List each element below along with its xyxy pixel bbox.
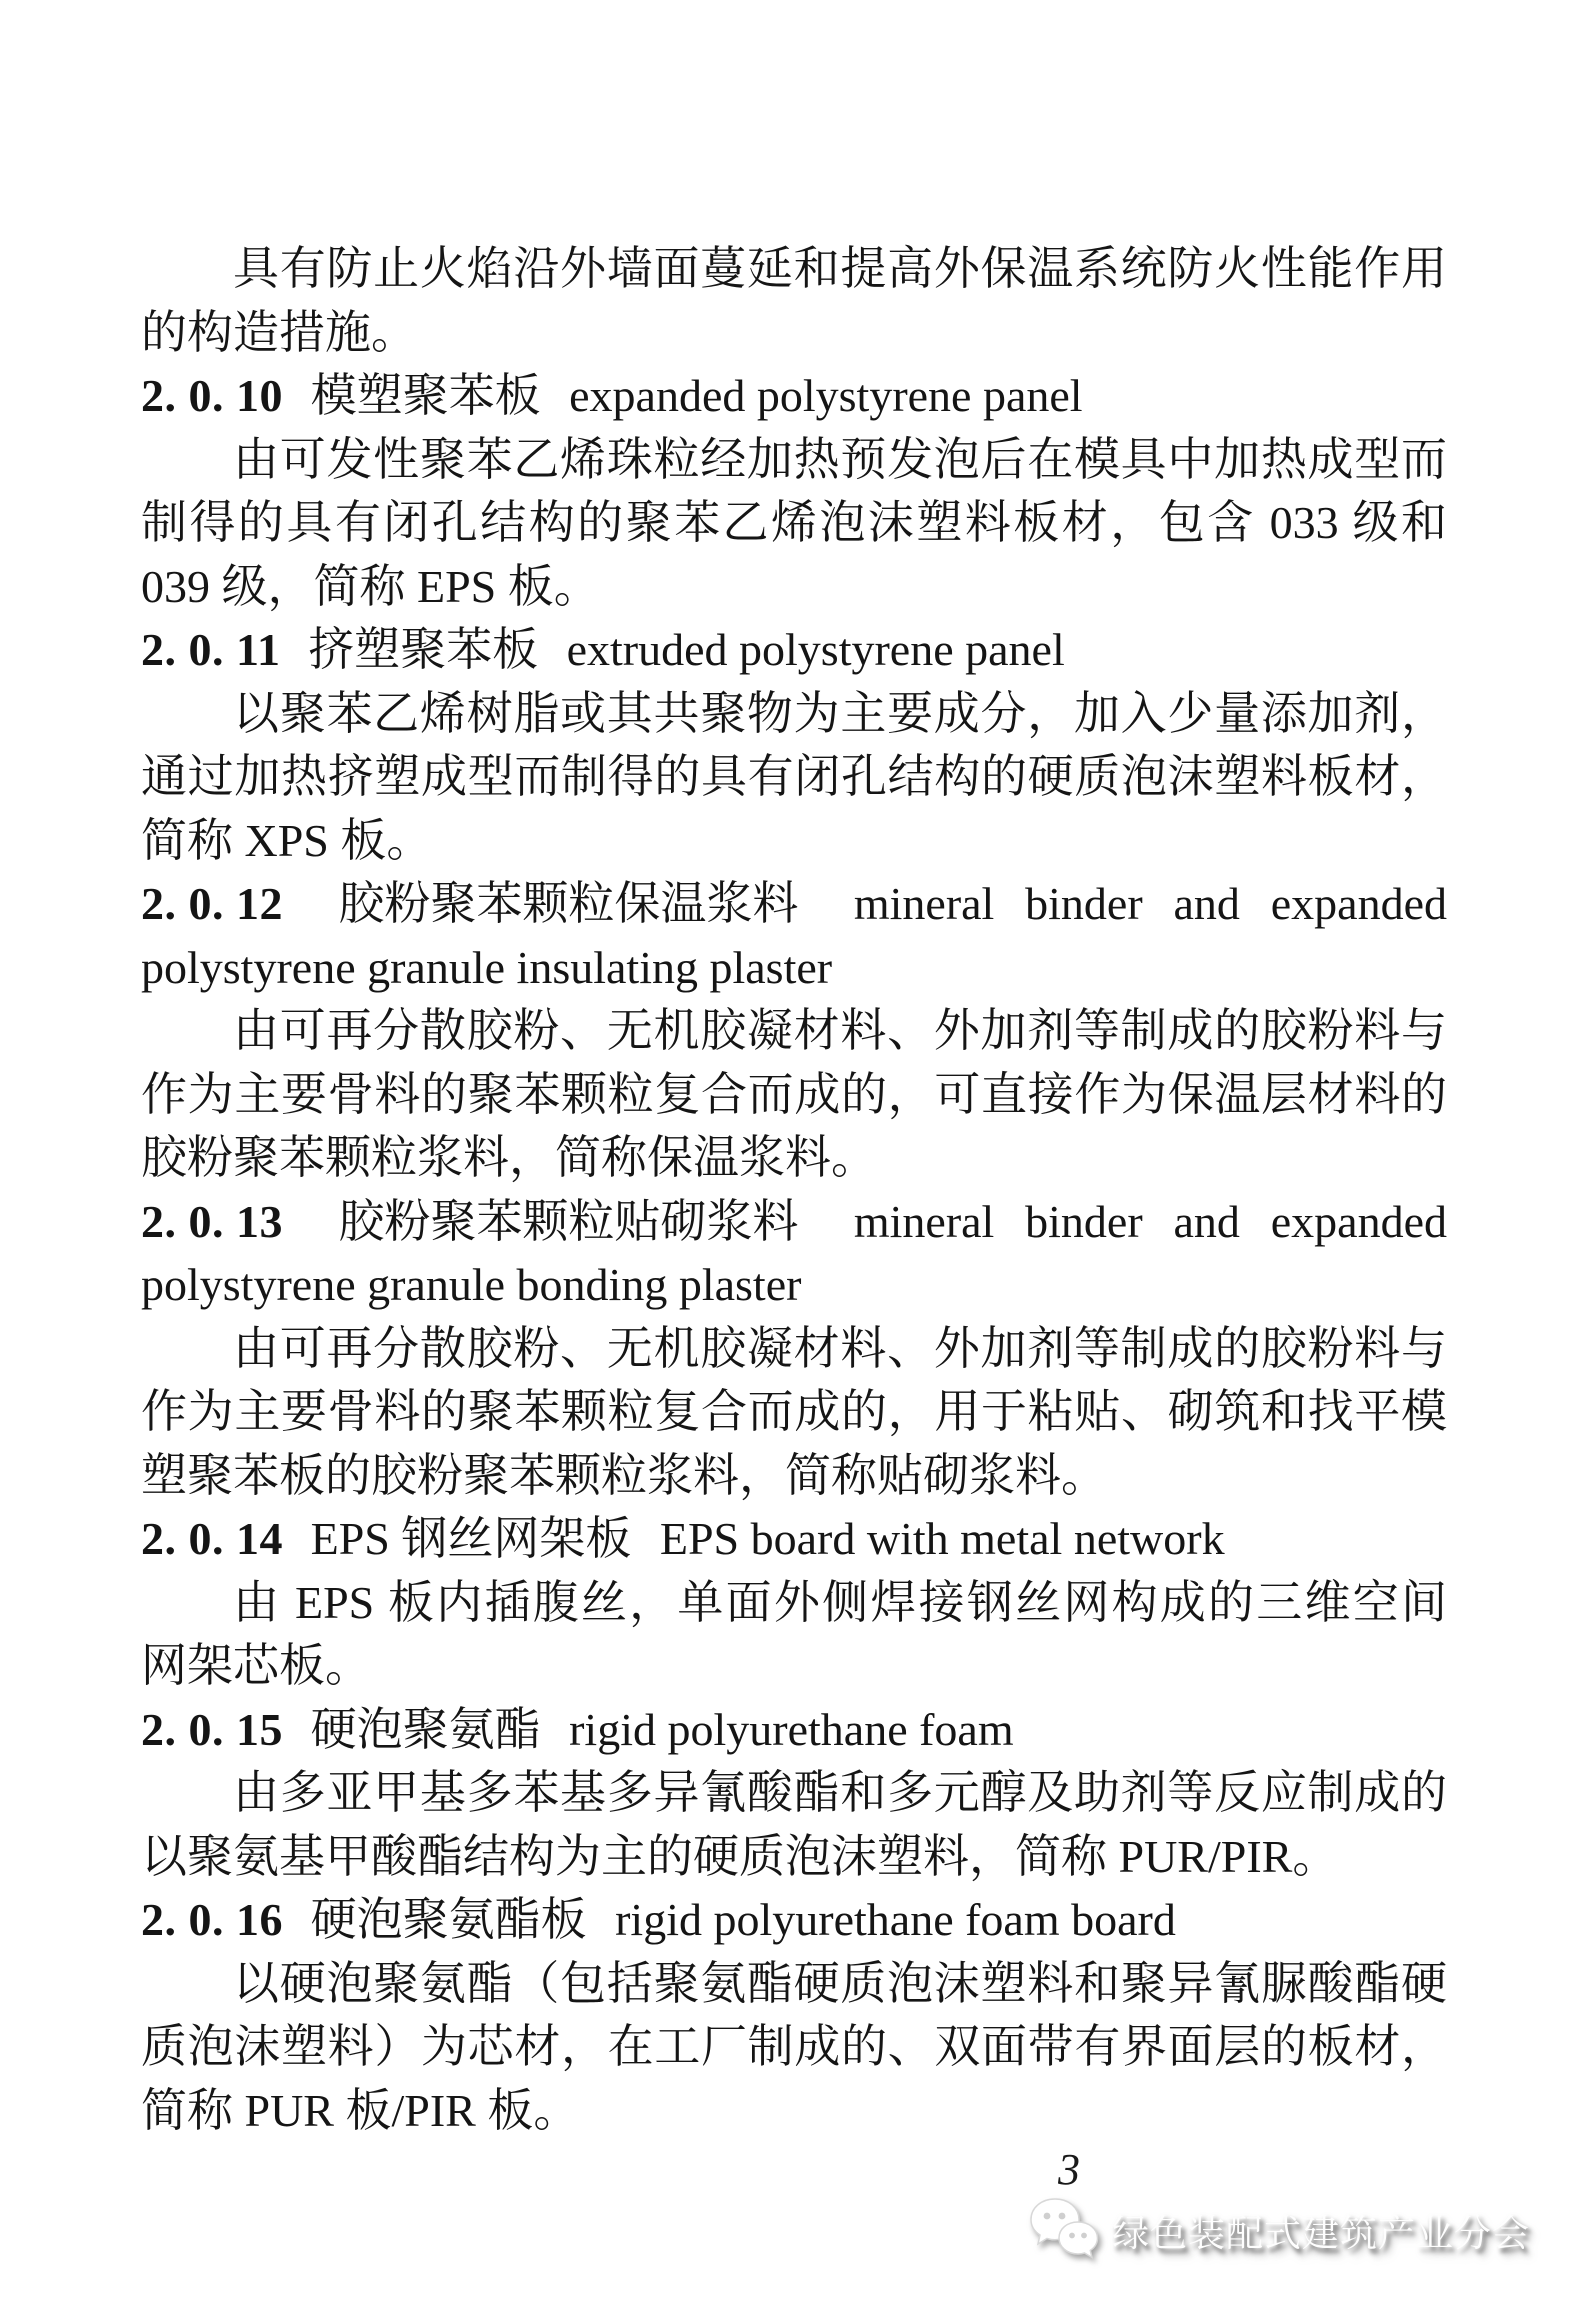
term-en: expanded polystyrene panel: [569, 370, 1083, 421]
body-line: 胶粉聚苯颗粒浆料，简称保温浆料。: [141, 1132, 877, 1183]
body-line: 简称 XPS 板。: [141, 814, 433, 866]
term-zh: 胶粉聚苯颗粒贴砌浆料: [338, 1195, 799, 1247]
term-heading-2-0-11: [141, 618, 1447, 682]
term-en: mineral binder and expanded: [853, 1195, 1447, 1247]
term-zh: 硬泡聚氨酯: [310, 1703, 541, 1755]
term-heading-2-0-16: [141, 1888, 1447, 1952]
wechat-logo-icon: [1028, 2196, 1100, 2264]
clause-number: 2. 0. 10: [141, 370, 283, 421]
body-line: 由可再分散胶粉、无机胶凝材料、外加剂等制成的胶粉料与: [233, 1322, 1447, 1374]
clause-number: 2. 0. 12: [141, 878, 283, 929]
term-zh: 挤塑聚苯板: [308, 624, 539, 675]
intro-line: 的构造措施。: [141, 306, 417, 358]
term-heading-2-0-10: [141, 364, 1447, 428]
clause-number: 2. 0. 11: [141, 624, 281, 675]
term-en-wrap: polystyrene granule insulating plaster: [141, 941, 833, 993]
wechat-watermark: [1028, 2196, 1530, 2264]
body-line: 简称 PUR 板/PIR 板。: [141, 2084, 580, 2136]
term-en: extruded polystyrene panel: [566, 624, 1065, 675]
intro-line: 具有防止火焰沿外墙面蔓延和提高外保温系统防火性能作用: [233, 243, 1447, 294]
term-heading-2-0-12: [141, 872, 1447, 936]
clause-number: 2. 0. 14: [141, 1513, 283, 1564]
term-zh: 硬泡聚氨酯板: [310, 1894, 587, 1945]
terminology-section: [141, 237, 1447, 2142]
clause-number: 2. 0. 16: [141, 1894, 283, 1945]
body-line: 作为主要骨料的聚苯颗粒复合而成的，用于粘贴、砌筑和找平模: [141, 1386, 1447, 1437]
body-line: 塑聚苯板的胶粉聚苯颗粒浆料，简称贴砌浆料。: [141, 1449, 1107, 1501]
term-en: rigid polyurethane foam: [569, 1703, 1014, 1755]
body-line: 通过加热挤塑成型而制得的具有闭孔结构的硬质泡沫塑料板材，: [141, 751, 1447, 802]
term-en: mineral binder and expanded: [853, 878, 1447, 929]
body-line: 039 级，简称 EPS 板。: [141, 560, 600, 612]
term-zh: EPS 钢丝网架板: [310, 1513, 632, 1564]
term-zh: 胶粉聚苯颗粒保温浆料: [338, 878, 799, 929]
clause-number: 2. 0. 13: [141, 1195, 283, 1247]
body-line: 以聚苯乙烯树脂或其共聚物为主要成分，加入少量添加剂，: [233, 687, 1447, 739]
body-line: 制得的具有闭孔结构的聚苯乙烯泡沫塑料板材，包含 033 级和: [141, 497, 1447, 548]
term-en-wrap: polystyrene granule bonding plaster: [141, 1259, 802, 1310]
page-number: 3: [1058, 2145, 1080, 2194]
term-heading-2-0-13: [141, 1190, 1447, 1254]
body-line: 质泡沫塑料）为芯材，在工厂制成的、双面带有界面层的板材，: [141, 2021, 1447, 2072]
term-zh: 模塑聚苯板: [310, 370, 541, 421]
body-line: 作为主要骨料的聚苯颗粒复合而成的，可直接作为保温层材料的: [141, 1068, 1447, 1120]
body-line: 由可发性聚苯乙烯珠粒经加热预发泡后在模具中加热成型而: [233, 433, 1447, 485]
body-line: 由 EPS 板内插腹丝，单面外侧焊接钢丝网构成的三维空间: [233, 1576, 1447, 1628]
body-line: 以硬泡聚氨酯（包括聚氨酯硬质泡沫塑料和聚异氰脲酸酯硬: [233, 1957, 1447, 2009]
body-line: 由多亚甲基多苯基多异氰酸酯和多元醇及助剂等反应制成的: [233, 1767, 1447, 1818]
term-heading-2-0-14: [141, 1507, 1447, 1571]
body-line: 网架芯板。: [141, 1640, 371, 1691]
term-heading-2-0-15: [141, 1698, 1447, 1762]
watermark-label: 绿色装配式建筑产业分会: [1112, 2213, 1530, 2254]
body-line: 由可再分散胶粉、无机胶凝材料、外加剂等制成的胶粉料与: [233, 1005, 1447, 1056]
body-line: 以聚氨基甲酸酯结构为主的硬质泡沫塑料，简称 PUR/PIR。: [141, 1830, 1339, 1882]
term-en: rigid polyurethane foam board: [615, 1894, 1176, 1945]
term-en: EPS board with metal network: [659, 1513, 1225, 1564]
clause-number: 2. 0. 15: [141, 1703, 283, 1755]
